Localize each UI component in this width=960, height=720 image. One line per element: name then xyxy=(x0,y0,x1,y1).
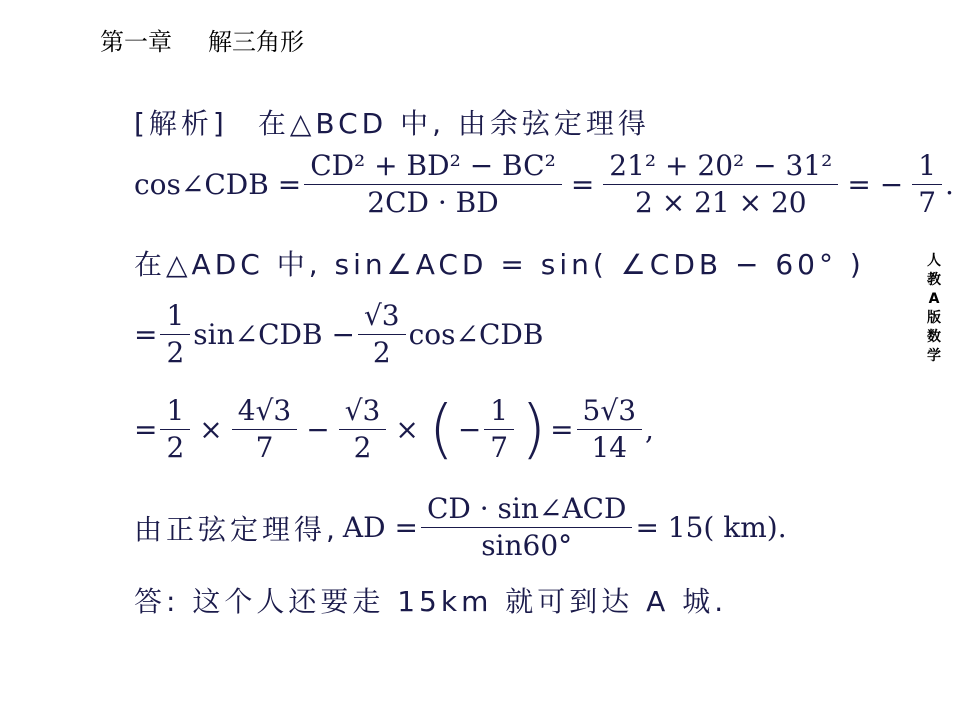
fraction-denominator: 2 xyxy=(160,429,190,464)
fraction-numerator: 1 xyxy=(918,149,937,182)
fraction-denominator: sin60° xyxy=(421,527,633,562)
fraction-numerator: 1 xyxy=(166,299,185,332)
cos-cdb-lhs: cos∠CDB = xyxy=(134,168,302,201)
cosine-law-intro: 在△BCD 中, 由余弦定理得 xyxy=(257,107,650,140)
solution-line-6 xyxy=(134,493,787,562)
solution-line-5: = $\frac{1}{2}$ × $\frac{4√3}{7}$ − $\frac{√3}{2}$ × ( − $\frac{1}{7}$ ) = $\frac{5√3}{14}$ , xyxy=(134,392,654,467)
negative-equals: = − xyxy=(847,168,904,201)
fraction-numerator: 1 xyxy=(490,394,509,427)
sin-acd-expression: 在△ADC 中, sin∠ACD = sin( ∠CDB − 60° ) xyxy=(134,248,865,281)
cos-cdb-term: cos∠CDB xyxy=(408,318,544,351)
fraction-numerator: 1 xyxy=(166,394,185,427)
ad-lhs: AD = xyxy=(342,511,418,544)
publisher-side-label xyxy=(924,252,944,366)
fraction xyxy=(235,395,294,464)
solution-line-7 xyxy=(134,580,727,620)
fraction-denominator: 2 xyxy=(358,334,406,369)
side-char: 人 xyxy=(927,253,941,269)
fraction-denominator: 7 xyxy=(484,429,514,464)
side-char: 版 xyxy=(927,310,941,326)
sine-law-fraction xyxy=(424,493,630,562)
ad-result: = 15( km). xyxy=(635,511,787,544)
cosine-formula-fraction xyxy=(307,150,559,219)
side-char: 学 xyxy=(927,348,941,364)
sin-cdb-term: sin∠CDB − xyxy=(193,318,355,351)
result-fraction xyxy=(915,150,939,219)
fraction xyxy=(487,395,511,464)
chapter-header xyxy=(100,22,304,57)
fraction-numerator: CD · sin∠ACD xyxy=(426,492,627,525)
fraction-numerator: √3 xyxy=(363,299,400,332)
fraction xyxy=(342,395,384,464)
sine-law-intro: 由正弦定理得, xyxy=(134,512,339,546)
final-answer: 答: 这个人还要走 15km 就可到达 A 城. xyxy=(134,585,728,618)
side-char: 数 xyxy=(927,329,941,345)
fraction-numerator: CD² + BD² − BC² xyxy=(310,149,556,182)
side-char: A xyxy=(928,291,940,307)
cosine-values-fraction xyxy=(606,150,835,219)
fraction-denominator: 2 xyxy=(339,429,387,464)
fraction-numerator: 5√3 xyxy=(582,394,637,427)
fraction-denominator: 2CD · BD xyxy=(304,184,562,219)
sin-acd-result-fraction xyxy=(580,395,639,464)
fraction-numerator: 4√3 xyxy=(237,394,292,427)
side-char: 教 xyxy=(927,272,941,288)
fraction-numerator: √3 xyxy=(344,394,381,427)
solution-line-3 xyxy=(134,243,865,283)
root3-half-fraction xyxy=(361,300,403,369)
half-fraction xyxy=(163,300,187,369)
solution-line-4: = $\frac{1}{2}$ sin∠CDB − $\frac{√3}{2}$ cos∠CDB xyxy=(134,299,544,369)
fraction xyxy=(163,395,187,464)
solution-line-2: cos∠CDB = $\frac{\text{CD² + BD² − BC²}}{2CD \cdot BD}$ = $\frac{\text{21² + 20² − 31²}}{2 \times 21 \times 20}$ = − $\frac{1}{7}$ . xyxy=(134,149,954,219)
chapter-number: 第一章 xyxy=(100,28,172,56)
fraction-denominator: 2 xyxy=(160,334,190,369)
chapter-title: 解三角形 xyxy=(208,28,304,56)
fraction-denominator: 2 × 21 × 20 xyxy=(603,184,838,219)
solution-line-1 xyxy=(134,102,650,142)
solution-label: [解析] xyxy=(134,107,228,140)
fraction-numerator: 21² + 20² − 31² xyxy=(609,149,833,182)
fraction-denominator: 14 xyxy=(577,429,642,464)
fraction-denominator: 7 xyxy=(912,184,942,219)
fraction-denominator: 7 xyxy=(232,429,297,464)
